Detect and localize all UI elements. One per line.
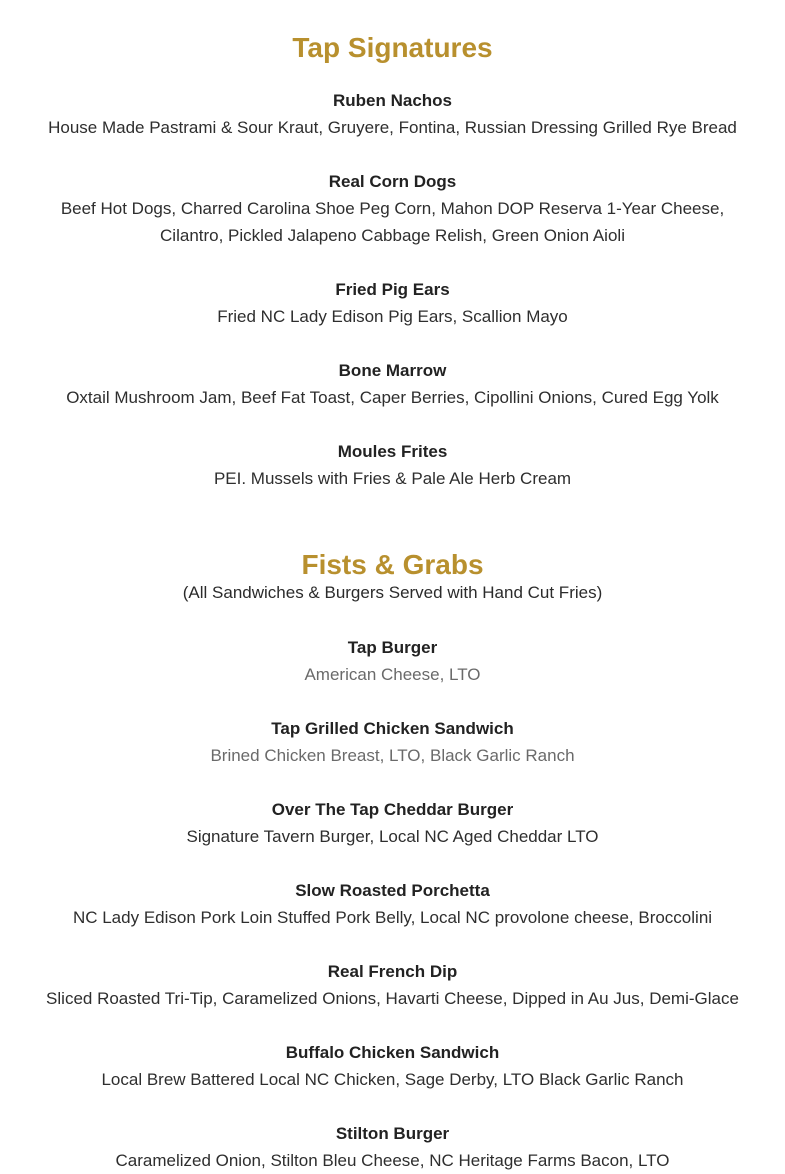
menu-item-name: Buffalo Chicken Sandwich: [285, 1043, 500, 1062]
menu-item: [0, 1039, 785, 1093]
menu-item: [0, 715, 785, 769]
menu-item-description: Fried NC Lady Edison Pig Ears, Scallion Mayo: [217, 307, 568, 326]
menu-item-name: Stilton Burger: [335, 1124, 450, 1143]
menu-item-description: House Made Pastrami & Sour Kraut, Gruyere, Fontina, Russian Dressing Grilled Rye Bread: [48, 118, 737, 137]
menu-item: [0, 168, 785, 249]
menu-item-name: Slow Roasted Porchetta: [295, 881, 490, 900]
menu-item-description: Signature Tavern Burger, Local NC Aged Cheddar LTO: [186, 827, 599, 846]
menu-item: [0, 958, 785, 1012]
menu-item-name: Over The Tap Cheddar Burger: [271, 800, 514, 819]
menu-item-description: Caramelized Onion, Stilton Bleu Cheese, NC Heritage Farms Bacon, LTO: [115, 1151, 670, 1170]
menu-item-name: Real French Dip: [327, 962, 458, 981]
section-tap-signatures: [0, 31, 785, 492]
menu-item-name: Tap Burger: [347, 638, 438, 657]
menu-item: [0, 87, 785, 141]
menu-item-name: Tap Grilled Chicken Sandwich: [271, 719, 514, 738]
menu-item-description: Sliced Roasted Tri-Tip, Caramelized Onions, Havarti Cheese, Dipped in Au Jus, Demi-Glace: [46, 989, 739, 1008]
menu-item: [0, 357, 785, 411]
section-subtitle: (All Sandwiches & Burgers Served with Hand Cut Fries): [182, 583, 603, 602]
section-title: Tap Signatures: [292, 32, 493, 63]
section-title: Fists & Grabs: [301, 549, 484, 580]
menu-item: [0, 877, 785, 931]
menu-item-name: Real Corn Dogs: [328, 172, 457, 191]
menu-item: [0, 276, 785, 330]
menu-item-name: Bone Marrow: [338, 361, 447, 380]
menu-item-name: Fried Pig Ears: [335, 280, 450, 299]
menu-item-name: Ruben Nachos: [332, 91, 453, 110]
menu-item: [0, 796, 785, 850]
menu-item: [0, 634, 785, 688]
menu-item-description: NC Lady Edison Pork Loin Stuffed Pork Belly, Local NC provolone cheese, Broccolini: [72, 908, 713, 927]
section-fists-grabs: [0, 548, 785, 1174]
menu-item-description: Oxtail Mushroom Jam, Beef Fat Toast, Caper Berries, Cipollini Onions, Cured Egg Yolk: [66, 388, 719, 407]
menu-item: [0, 1120, 785, 1174]
menu-item-description: Brined Chicken Breast, LTO, Black Garlic Ranch: [210, 746, 575, 765]
menu-item-description: Beef Hot Dogs, Charred Carolina Shoe Peg Corn, Mahon DOP Reserva 1-Year Cheese, Cilantro, Pickled Jalapeno Cabbage Relish, Green Onion Aioli: [60, 199, 725, 245]
menu-item: [0, 438, 785, 492]
menu-item-description: American Cheese, LTO: [304, 665, 481, 684]
menu-item-description: Local Brew Battered Local NC Chicken, Sage Derby, LTO Black Garlic Ranch: [101, 1070, 684, 1089]
menu-item-description: PEI. Mussels with Fries & Pale Ale Herb Cream: [213, 469, 572, 488]
menu-item-name: Moules Frites: [337, 442, 448, 461]
